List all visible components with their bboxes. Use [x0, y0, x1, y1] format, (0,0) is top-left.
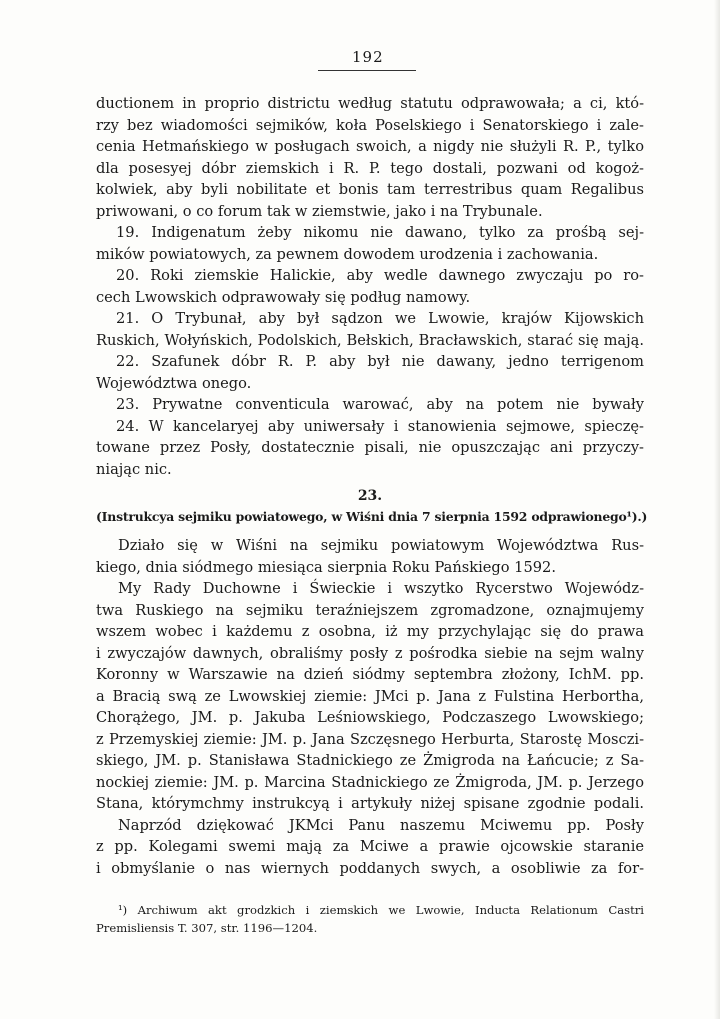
text-line: Naprzód dziękować JKMci Panu naszemu Mciwemu pp. Posły: [118, 816, 644, 834]
text-line: ductionem in proprio districtu według statutu odprawowała; a ci, któ-: [96, 95, 644, 112]
text-line: a Bracią swą ze Lwowskiej ziemie: JMci p. Jana z Fulstina Herbortha,: [96, 687, 644, 705]
footnote-line: ¹) Archiwum akt grodzkich i ziemskich we Lwowie, Inducta Relationum Castri: [118, 903, 644, 917]
item-24-line: niając nic.: [96, 460, 172, 478]
text-line: z Przemyskiej ziemie: JM. p. Jana Szczęsnego Herburta, Starostę Mosczi-: [96, 730, 644, 748]
item-21-line: 21. O Trybunał, aby był sądzon we Lwowie, krajów Kijowskich: [116, 310, 644, 327]
text-line: priwowani, o co forum tak w ziemstwie, jako i na Trybunale.: [96, 202, 543, 220]
item-19-line: 19. Indigenatum żeby nikomu nie dawano, tylko za prośbą sej-: [116, 224, 644, 241]
text-line: Stana, którymchmy instrukcyą i artykuły niżej spisane zgodnie podali.: [96, 795, 644, 812]
item-24-line: towane przez Posły, dostatecznie pisali, nie opuszczając ani przyczy-: [96, 439, 644, 456]
text-line: cenia Hetmańskiego w posługach swoich, a nigdy nie służyli R. P., tylko: [96, 138, 644, 155]
item-21-line: Ruskich, Wołyńskich, Podolskich, Bełskich, Bracławskich, starać się mają.: [96, 331, 644, 349]
footnote: [96, 901, 644, 937]
item-23-line: 23. Prywatne conventicula warować, aby na potem nie bywały: [116, 396, 644, 413]
page-number-rule: [318, 70, 416, 71]
text-line: Koronny w Warszawie na dzień siódmy septembra złożony, IchM. pp.: [96, 666, 644, 683]
text-line: dla posesyej dóbr ziemskich i R. P. tego dostali, pozwani od kogoż-: [96, 159, 644, 177]
text-line: rzy bez wiadomości sejmików, koła Poselskiego i Senatorskiego i zale-: [96, 116, 644, 134]
page-edge-shadow: [714, 0, 720, 1019]
section-number: 23.: [357, 488, 383, 504]
item-24-line: 24. W kancelaryej aby uniwersały i stanowienia sejmowe, spieczę-: [116, 417, 644, 435]
paragraph-continuation: [96, 93, 644, 480]
text-line: twa Ruskiego na sejmiku teraźniejszem zgromadzone, oznajmujemy: [96, 601, 644, 619]
text-line: My Rady Duchowne i Świeckie i wszytko Rycerstwo Wojewódz-: [118, 580, 644, 597]
text-line: nockiej ziemie: JM. p. Marcina Stadnickiego ze Żmigroda, JM. p. Jerzego: [96, 773, 644, 791]
text-line: Działo się w Wiśni na sejmiku powiatowym Województwa Rus-: [118, 537, 644, 554]
item-20-line: 20. Roki ziemskie Halickie, aby wedle dawnego zwyczaju po ro-: [116, 267, 644, 284]
footnote-line: Premisliensis T. 307, str. 1196—1204.: [96, 921, 318, 935]
text-line: z pp. Kolegami swemi mają za Mciwe a prawie ojcowskie staranie: [96, 838, 644, 855]
section-title: (Instrukcya sejmiku powiatowego, w Wiśni dnia 7 sierpnia 1592 odprawionego¹).): [96, 509, 648, 524]
item-22-line: Województwa onego.: [96, 374, 252, 392]
text-line: Chorążego, JM. p. Jakuba Leśniowskiego, Podczaszego Lwowskiego;: [96, 709, 644, 726]
section-body: [96, 535, 644, 879]
text-line: i obmyślanie o nas wiernych poddanych swych, a osobliwie za for-: [96, 859, 644, 877]
text-line: kiego, dnia siódmego miesiąca sierpnia Roku Pańskiego 1592.: [96, 558, 556, 576]
item-20-line: cech Lwowskich odprawowały się podług namowy.: [96, 288, 471, 306]
text-line: wszem wobec i każdemu z osobna, iż my przychylając się do prawa: [96, 623, 644, 640]
text-line: kolwiek, aby byli nobilitate et bonis tam terrestribus quam Regalibus: [96, 181, 644, 198]
page-number: 192: [352, 48, 384, 66]
text-line: skiego, JM. p. Stanisława Stadnickiego ze Żmigroda na Łańcucie; z Sa-: [96, 752, 644, 769]
item-22-line: 22. Szafunek dóbr R. P. aby był nie dawany, jedno terrigenom: [116, 353, 644, 370]
item-19-line: mików powiatowych, za pewnem dowodem urodzenia i zachowania.: [96, 245, 599, 263]
text-line: i zwyczajów dawnych, obraliśmy posły z pośrodka siebie na sejm walny: [96, 644, 644, 662]
